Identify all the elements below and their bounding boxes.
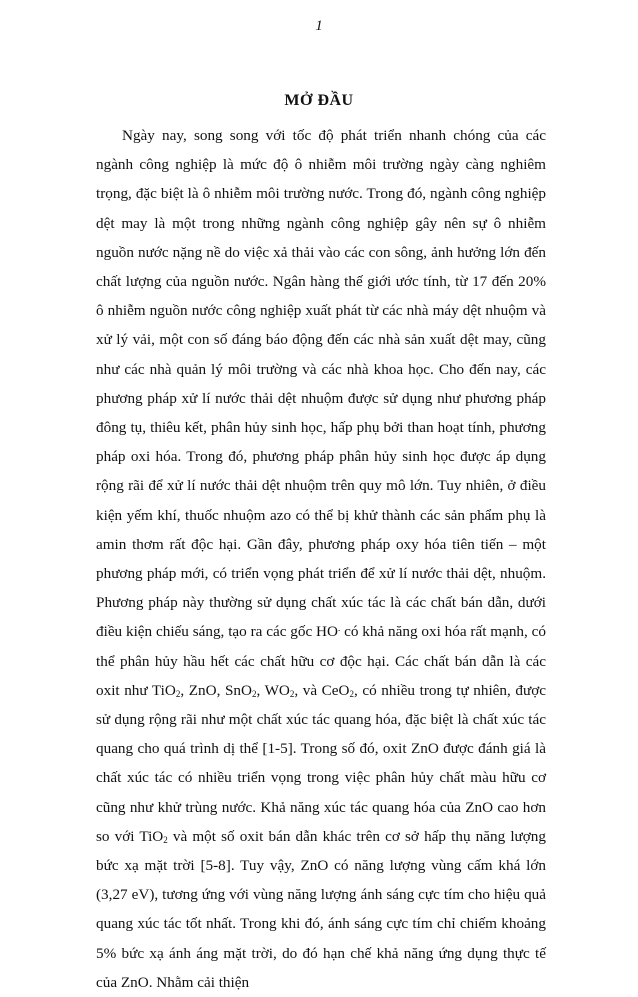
section-heading: MỞ ĐẦU — [284, 92, 354, 109]
page-number: 1 — [315, 18, 323, 34]
text-run: có khả năng oxi hóa rất mạnh, có thể phân hủy hầu hết các chất hữu cơ độc hại. Các chất bán dẫn là các oxit như TiO — [96, 623, 546, 699]
text-run: , WO — [256, 681, 290, 699]
subscript: 2 — [251, 688, 257, 699]
text-run: Ngày nay, song song với tốc độ phát triển nhanh chóng của các ngành công nghiệp là mức độ ô nhiễm môi trường ngày càng nghiêm trọng, đặc biệt là ô nhiễm môi trường nước. Trong đó, ngành công nghiệp dệt may là một trong những ngành công nghiệp gây nên sự ô nhiễm nguồn nước nặng nề do việc xả thải vào các con sông, ảnh hưởng lớn đến chất lượng của nguồn nước. Ngân hàng thế giới ước tính, từ 17 đến 20% ô nhiễm nguồn nước công nghiệp xuất phát từ các nhà máy dệt nhuộm và xử lý vải, một con số đáng báo động đến các nhà sản xuất dệt may, cũng như các nhà quản lý môi trường và các nhà khoa học. Cho đến nay, các phương pháp xử lí nước thải dệt nhuộm được sử dụng như phương pháp đông tụ, thiêu kết, phân hủy sinh học, hấp phụ bởi than hoạt tính, phương pháp oxi hóa. Trong đó, phương pháp phân hủy sinh học được áp dụng rộng rãi để xử lí nước thải dệt nhuộm trên quy mô lớn. Tuy nhiên, ở điều kiện yếm khí, thuốc nhuộm azo có thể bị khử thành các sản phẩm phụ là amin thơm rất độc hại. Gần đây, phương pháp oxy hóa tiên tiến – một phương pháp mới, có triển vọng phát triển để xử lí nước thải dệt, nhuộm. Phương pháp này thường sử dụng chất xúc tác là các chất bán dẫn, dưới điều kiện chiếu sáng, tạo ra các gốc HO — [96, 127, 546, 641]
subscript: 2 — [163, 834, 168, 845]
subscript: 2 — [289, 688, 295, 699]
text-run: và một số oxit bán dẫn khác trên cơ sở hấp thụ năng lượng bức xạ mặt trời [5-8]. Tuy vậy, ZnO có năng lượng vùng cấm khá lớn (3,27 eV), tương ứng với vùng năng lượng ánh sáng cực tím cho hiệu quả quang xúc tác tốt nhất. Trong khi đó, ánh sáng cực tím chỉ chiếm khoảng 5% bức xạ ánh áng mặt trời, do đó hạn chế khả năng ứng dụng thực tế của ZnO. Nhằm cải thiện — [96, 827, 546, 991]
text-run: , và CeO — [294, 681, 350, 699]
text-run: , có nhiều trong tự nhiên, được sử dụng rộng rãi như một chất xúc tác quang hóa, đặc biệt là chất xúc tác quang cho quá trình dị thể [1-5]. Trong số đó, oxit ZnO được đánh giá là chất xúc tác có nhiều triển vọng trong việc phân hủy chất màu hữu cơ cũng như khử trùng nước. Khả năng xúc tác quang hóa của ZnO cao hơn so với TiO — [96, 681, 546, 845]
subscript: 2 — [175, 688, 181, 699]
body-paragraph — [96, 121, 546, 997]
radical-superscript: . — [338, 623, 341, 634]
subscript: 2 — [349, 688, 354, 699]
text-run: , ZnO, SnO — [180, 681, 252, 699]
